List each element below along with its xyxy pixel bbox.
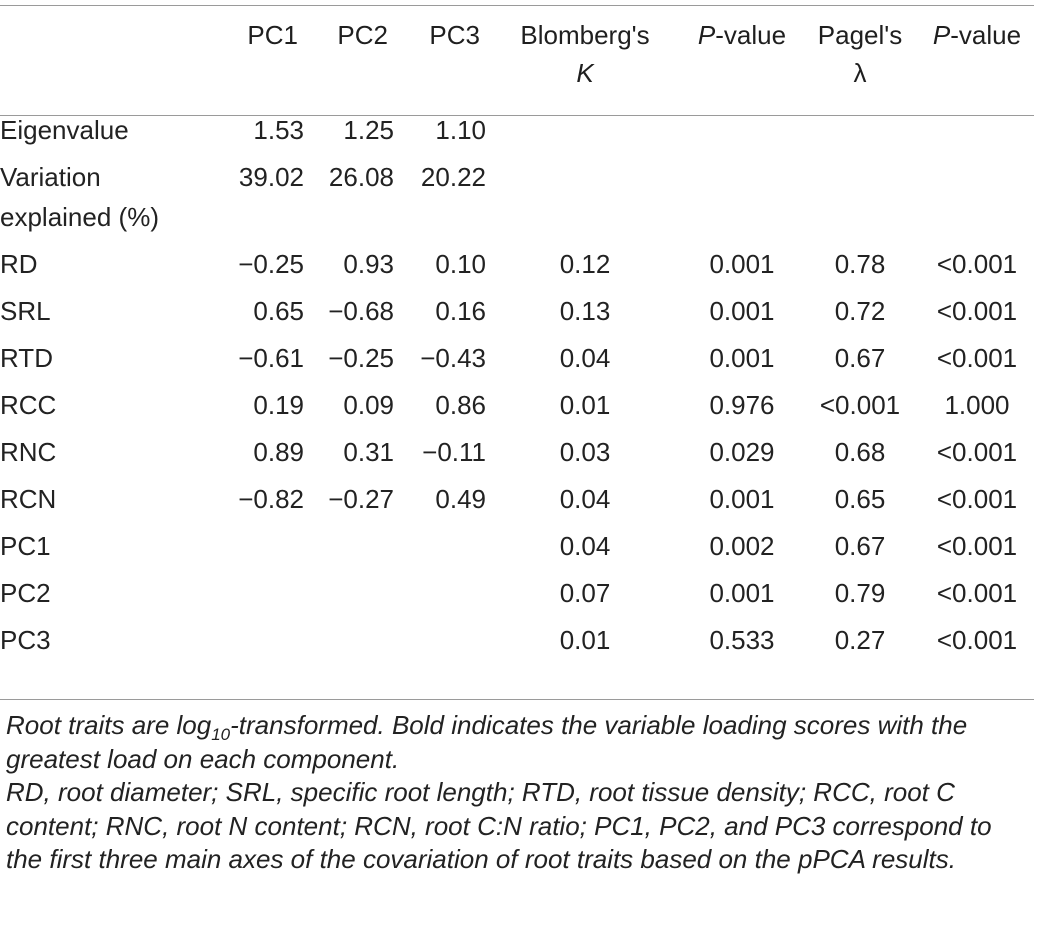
cell-pc3: 0.49	[435, 484, 486, 514]
header-pvalue-1-rest: -value	[715, 20, 787, 50]
cell-blomberg-k: 0.04	[559, 484, 611, 514]
cell-pc3	[394, 573, 486, 620]
cell-pc1: 39.02	[238, 162, 304, 192]
cell-pc3: −0.43	[420, 343, 486, 373]
top-rule	[0, 5, 1034, 6]
table-row	[0, 157, 1034, 244]
cell-pc1: 0.89	[253, 437, 304, 467]
header-pvalue-1	[684, 16, 800, 92]
cell-pc3: −0.11	[422, 437, 486, 467]
cell-blomberg-k: 0.01	[559, 390, 611, 420]
cell-pagel-lambda: 0.79	[834, 578, 886, 608]
cell-pc3: 1.10	[435, 115, 486, 145]
cell-pc1	[208, 620, 304, 667]
header-pvalue-1-p: P	[697, 20, 716, 50]
cell-pagel-lambda: 0.68	[834, 437, 886, 467]
cell-pagel-lambda: 0.27	[834, 625, 886, 655]
cell-pc3: 0.86	[435, 390, 486, 420]
table-row	[0, 291, 1034, 338]
cell-pvalue-1: 0.001	[709, 296, 775, 326]
cell-pc1: 0.19	[253, 390, 304, 420]
table-row	[0, 620, 1034, 667]
row-label: PC1	[0, 531, 51, 561]
row-label: Eigenvalue	[0, 115, 129, 145]
header-row	[0, 16, 1034, 92]
table-footnotes	[6, 709, 1034, 877]
cell-blomberg-k	[486, 110, 684, 157]
row-label: Variation explained (%)	[0, 162, 159, 232]
cell-pvalue-2: <0.001	[936, 437, 1018, 467]
cell-pc2: −0.68	[328, 296, 394, 326]
cell-pagel-lambda: 0.65	[834, 484, 886, 514]
cell-pc1	[208, 526, 304, 573]
cell-pc2	[304, 620, 394, 667]
cell-pvalue-1: 0.001	[709, 578, 775, 608]
row-label: RD	[0, 249, 38, 279]
cell-pc1: 0.65	[253, 296, 304, 326]
header-pc3: PC3	[429, 20, 480, 50]
cell-blomberg-k: 0.01	[559, 625, 611, 655]
cell-pvalue-1: 0.533	[709, 625, 775, 655]
row-label: PC3	[0, 625, 51, 655]
row-label: RCN	[0, 484, 57, 514]
cell-pagel-lambda: 0.67	[834, 531, 886, 561]
row-label: RTD	[0, 343, 53, 373]
header-pagel-line1: Pagel's	[817, 20, 903, 50]
table-row	[0, 526, 1034, 573]
footnote-abbreviations: RD, root diameter; SRL, specific root length; RTD, root tissue density; RCC, root C content; RNC, root N content; RCN, root C:N ratio; PC1, PC2, and PC3 correspond to the first three main axes of the covariation of root traits based on the pPCA results.	[6, 777, 992, 874]
header-pc1: PC1	[247, 20, 298, 50]
cell-pvalue-2: <0.001	[936, 249, 1018, 279]
cell-pvalue-2: <0.001	[936, 578, 1018, 608]
cell-pvalue-1: 0.001	[709, 484, 775, 514]
cell-pvalue-2	[920, 157, 1034, 244]
header-pc2: PC2	[337, 20, 388, 50]
data-table	[0, 16, 1034, 667]
cell-pc2: −0.27	[328, 484, 394, 514]
cell-pvalue-2: <0.001	[936, 343, 1018, 373]
row-label: SRL	[0, 296, 51, 326]
cell-pc1: −0.25	[238, 249, 304, 279]
cell-pc2: 0.31	[343, 437, 394, 467]
bottom-rule	[0, 699, 1034, 700]
cell-blomberg-k: 0.04	[559, 531, 611, 561]
header-pvalue-2-p: P	[932, 20, 951, 50]
table-row	[0, 110, 1034, 157]
cell-pagel-lambda	[800, 110, 920, 157]
row-label: RCC	[0, 390, 57, 420]
cell-pc1	[208, 573, 304, 620]
cell-pvalue-2: <0.001	[936, 625, 1018, 655]
footnote-transform	[6, 709, 1034, 776]
cell-blomberg-k: 0.13	[559, 296, 611, 326]
cell-blomberg-k: 0.12	[559, 249, 611, 279]
header-blomberg-line2: K	[576, 58, 594, 88]
footnote-1-start: Root traits are log	[6, 710, 212, 740]
cell-pvalue-2	[920, 110, 1034, 157]
table-row	[0, 479, 1034, 526]
cell-blomberg-k: 0.04	[559, 343, 611, 373]
cell-pc2: 0.09	[343, 390, 394, 420]
cell-pagel-lambda: 0.78	[834, 249, 886, 279]
header-pvalue-2-rest: -value	[950, 20, 1022, 50]
cell-pc2: 26.08	[328, 162, 394, 192]
cell-pvalue-1: 0.002	[709, 531, 775, 561]
cell-blomberg-k	[486, 157, 684, 244]
cell-pc3	[394, 620, 486, 667]
cell-pagel-lambda: 0.72	[834, 296, 886, 326]
cell-pc3: 0.10	[435, 249, 486, 279]
header-blomberg-k	[486, 16, 684, 92]
cell-pc3: 20.22	[420, 162, 486, 192]
cell-pc2: 0.93	[343, 249, 394, 279]
cell-pc2	[304, 573, 394, 620]
cell-pagel-lambda: <0.001	[819, 390, 901, 420]
cell-pvalue-1	[684, 110, 800, 157]
header-pagel-lambda	[800, 16, 920, 92]
header-label	[0, 16, 208, 92]
cell-pc1: −0.61	[238, 343, 304, 373]
table-row	[0, 338, 1034, 385]
table-row	[0, 432, 1034, 479]
cell-blomberg-k: 0.07	[559, 578, 611, 608]
table-row	[0, 244, 1034, 291]
cell-pvalue-2: <0.001	[936, 296, 1018, 326]
cell-pvalue-2: 1.000	[944, 390, 1010, 420]
header-pvalue-2	[920, 16, 1034, 92]
cell-pc2	[304, 526, 394, 573]
header-blomberg-line1: Blomberg's	[520, 20, 650, 50]
cell-pvalue-2: <0.001	[936, 531, 1018, 561]
footnote-1-end: -transformed. Bold indicates the variable loading scores with the greatest load on each component.	[6, 710, 968, 774]
cell-pagel-lambda: 0.67	[834, 343, 886, 373]
cell-pc3	[394, 526, 486, 573]
cell-pc2: −0.25	[328, 343, 394, 373]
row-label: RNC	[0, 437, 57, 467]
cell-pagel-lambda	[800, 157, 920, 244]
row-label: PC2	[0, 578, 51, 608]
cell-pc1: −0.82	[238, 484, 304, 514]
header-pagel-line2: λ	[853, 58, 867, 88]
cell-pc1: 1.53	[253, 115, 304, 145]
cell-pvalue-1: 0.029	[709, 437, 775, 467]
table-row	[0, 385, 1034, 432]
cell-pvalue-1: 0.976	[709, 390, 775, 420]
cell-pvalue-2: <0.001	[936, 484, 1018, 514]
table-row	[0, 573, 1034, 620]
cell-pc2: 1.25	[343, 115, 394, 145]
footnote-1-subscript: 10	[211, 725, 231, 745]
cell-pc3: 0.16	[435, 296, 486, 326]
cell-pvalue-1: 0.001	[709, 343, 775, 373]
cell-pvalue-1	[684, 157, 800, 244]
cell-blomberg-k: 0.03	[559, 437, 611, 467]
cell-pvalue-1: 0.001	[709, 249, 775, 279]
